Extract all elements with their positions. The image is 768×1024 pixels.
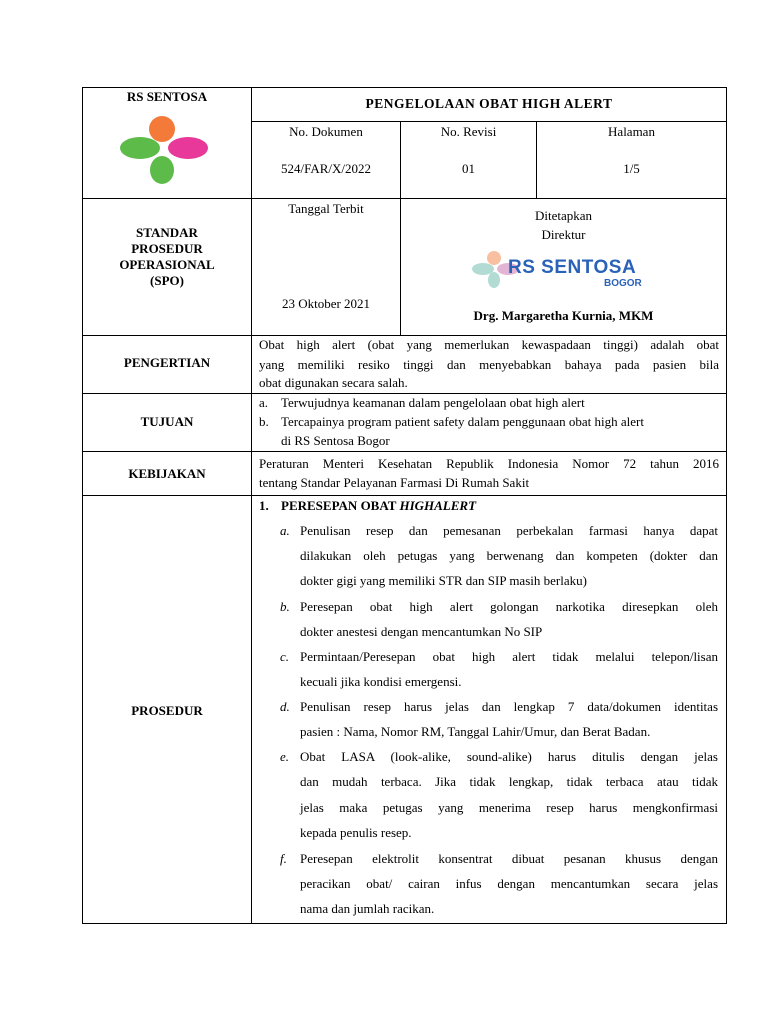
document-title: PENGELOLAAN OBAT HIGH ALERT <box>365 96 613 111</box>
no-dokumen-value: 524/FAR/X/2022 <box>280 161 372 176</box>
rule-spo-bottom <box>82 335 727 336</box>
prosedur-heading-italic: HIGHALERT <box>399 498 477 513</box>
prosedur-item-e-marker: e. <box>280 749 290 764</box>
prosedur-item-e-line-2: dan mudah terbaca. Jika tidak lengkap, tidak terbaca atau tidak <box>300 774 718 789</box>
director-name: Drg. Margaretha Kurnia, MKM <box>473 308 654 323</box>
prosedur-item-a-marker: a. <box>280 523 290 538</box>
border-right <box>726 87 727 924</box>
spo-line-operasional: OPERASIONAL <box>119 257 215 272</box>
rule-header-bottom <box>82 198 727 199</box>
tujuan-a-marker: a. <box>259 395 269 410</box>
prosedur-heading-number: 1. <box>259 498 269 513</box>
pengertian-line-1: Obat high alert (obat yang memerlukan kewaspadaan tinggi) adalah obat <box>259 337 719 352</box>
rule-pengertian-bottom <box>82 393 727 394</box>
no-revisi-value: 01 <box>462 161 475 176</box>
hospital-name: RS SENTOSA <box>126 89 208 104</box>
prosedur-item-f-line-3: nama dan jumlah racikan. <box>300 901 435 916</box>
prosedur-item-a-line-1: Penulisan resep dan pemesanan perbekalan farmasi hanya dapat <box>300 523 718 538</box>
prosedur-item-f-marker: f. <box>280 851 287 866</box>
prosedur-item-c-line-1: Permintaan/Peresepan obat high alert tidak melalui telepon/lisan <box>300 649 718 664</box>
prosedur-item-b-marker: b. <box>280 599 290 614</box>
rs-sentosa-logo <box>466 245 666 297</box>
prosedur-item-b-line-2: dokter anestesi dengan mencantumkan No SIP <box>300 624 543 639</box>
prosedur-item-f-line-2: peracikan obat/ cairan infus dengan mencantumkan secara jelas <box>300 876 718 891</box>
tujuan-b-line-2: di RS Sentosa Bogor <box>281 433 390 448</box>
rule-title <box>251 121 727 122</box>
tujuan-b-marker: b. <box>259 414 269 429</box>
prosedur-item-d-line-1: Penulisan resep harus jelas dan lengkap 7 data/dokumen identitas <box>300 699 718 714</box>
border-bottom <box>82 923 727 924</box>
prosedur-item-d-marker: d. <box>280 699 290 714</box>
no-revisi-label: No. Revisi <box>440 124 497 139</box>
pengertian-line-2: yang memiliki resiko tinggi dan menyebabkan bahaya pada pasien bila <box>259 357 719 372</box>
halaman-value: 1/5 <box>623 161 640 176</box>
prosedur-label: PROSEDUR <box>131 703 203 718</box>
rule-kebijakan-bottom <box>82 495 727 496</box>
border-left <box>82 87 83 924</box>
kebijakan-label: KEBIJAKAN <box>128 466 206 481</box>
direktur-label: Direktur <box>541 227 586 242</box>
tujuan-b-line-1: Tercapainya program patient safety dalam penggunaan obat high alert <box>281 414 644 429</box>
halaman-label: Halaman <box>608 124 655 139</box>
rule-tujuan-bottom <box>82 451 727 452</box>
tujuan-a-text: Terwujudnya keamanan dalam pengelolaan obat high alert <box>281 395 585 410</box>
pengertian-label: PENGERTIAN <box>123 355 211 370</box>
tanggal-terbit-label: Tanggal Terbit <box>288 201 364 216</box>
ditetapkan-label: Ditetapkan <box>534 208 593 223</box>
prosedur-item-e-line-1: Obat LASA (look-alike, sound-alike) harus ditulis dengan jelas <box>300 749 718 764</box>
prosedur-item-d-line-2: pasien : Nama, Nomor RM, Tanggal Lahir/Umur, dan Berat Badan. <box>300 724 651 739</box>
prosedur-item-f-line-1: Peresepan elektrolit konsentrat dibuat pesanan khusus dengan <box>300 851 718 866</box>
prosedur-item-e-line-3: jelas maka petugas yang menerima resep harus mengkonfirmasi <box>300 800 718 815</box>
no-dokumen-label: No. Dokumen <box>289 124 363 139</box>
kebijakan-line-1: Peraturan Menteri Kesehatan Republik Indonesia Nomor 72 tahun 2016 <box>259 456 719 471</box>
pengertian-line-3: obat digunakan secara salah. <box>259 375 408 390</box>
prosedur-heading <box>281 498 476 514</box>
tanggal-terbit-value: 23 Oktober 2021 <box>281 296 371 311</box>
spo-line-prosedur: PROSEDUR <box>131 241 203 256</box>
tujuan-label: TUJUAN <box>140 414 194 429</box>
hospital-logo-icon <box>118 115 210 185</box>
spo-line-standar: STANDAR <box>136 225 198 240</box>
logo-text: RS SENTOSA <box>508 257 637 278</box>
logo-subtext: BOGOR <box>604 278 642 289</box>
prosedur-item-c-line-2: kecuali jika kondisi emergensi. <box>300 674 462 689</box>
prosedur-item-c-marker: c. <box>280 649 290 664</box>
kebijakan-line-2: tentang Standar Pelayanan Farmasi Di Rumah Sakit <box>259 475 530 490</box>
spo-line-abbrev: (SPO) <box>150 273 184 288</box>
prosedur-item-e-line-4: kepada penulis resep. <box>300 825 412 840</box>
prosedur-heading-text: PERESEPAN OBAT <box>281 498 397 513</box>
border-top <box>82 87 727 88</box>
prosedur-item-b-line-1: Peresepan obat high alert golongan narkotika diresepkan oleh <box>300 599 718 614</box>
prosedur-item-a-line-2: dilakukan oleh petugas yang berwenang dan kompeten (dokter dan <box>300 548 718 563</box>
prosedur-item-a-line-3: dokter gigi yang memiliki STR dan SIP masih berlaku) <box>300 573 587 588</box>
